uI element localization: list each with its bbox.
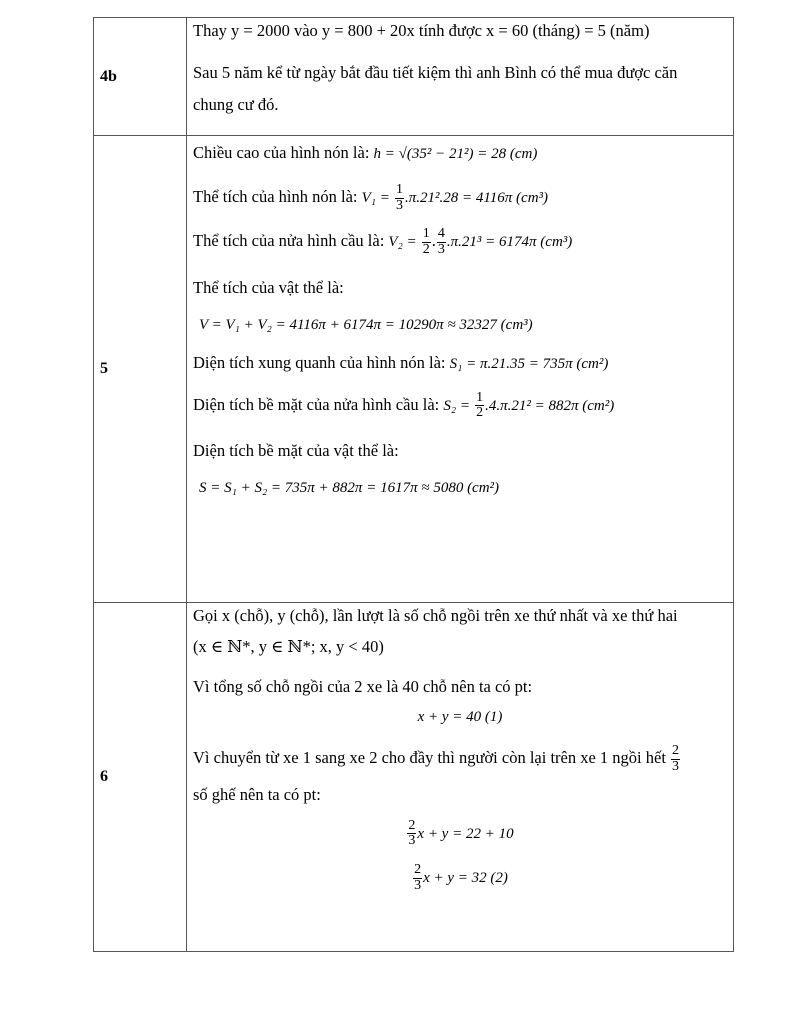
math-expression: h = √(35² − 21²) = 28 (cm) bbox=[373, 146, 538, 162]
text-line: số ghế nên ta có pt: bbox=[193, 784, 321, 804]
fraction: $\frac{2}{3}$ bbox=[408, 817, 416, 849]
row-content-6 bbox=[187, 603, 734, 952]
text-line: Diện tích bề mặt của vật thể là: bbox=[193, 440, 399, 460]
math-expression: S₁ = π.21.35 = 735π (cm²) bbox=[449, 355, 609, 372]
fraction: $\frac{2}{3}$ bbox=[672, 743, 680, 775]
text-line: Vì chuyển từ xe 1 sang xe 2 cho đầy thì người còn lại trên xe 1 ngồi hết bbox=[193, 748, 666, 768]
solution-table bbox=[93, 17, 734, 952]
cone-height-line bbox=[193, 143, 727, 163]
fraction: $\frac{1}{2}$ bbox=[476, 389, 484, 421]
math-expression: S₂ = bbox=[443, 397, 470, 414]
fraction: $\frac{1}{2}$ bbox=[422, 226, 430, 258]
math-expression: .4.π.21² = 882π (cm²) bbox=[485, 397, 615, 414]
equation-1: x + y = 40 (1) bbox=[417, 709, 503, 726]
text-line: Thay y = 2000 vào y = 800 + 20x tính được x = 60 (tháng) = 5 (năm) bbox=[193, 21, 650, 40]
row-label-4b: 4b bbox=[94, 18, 187, 136]
table-row bbox=[94, 136, 734, 603]
text-prefix: Chiều cao của hình nón là: bbox=[193, 143, 374, 162]
cone-lateral-area-line bbox=[193, 353, 727, 373]
fraction: $\frac{4}{3}$ bbox=[437, 226, 445, 258]
equation-2 bbox=[193, 863, 727, 893]
row-content-5 bbox=[187, 136, 734, 603]
math-expression: .π.21³ = 6174π (cm³) bbox=[446, 234, 573, 251]
fraction: $\frac{1}{3}$ bbox=[396, 182, 403, 213]
text-prefix: Thể tích của hình nón là: bbox=[193, 186, 362, 206]
row-label-5: 5 bbox=[94, 136, 187, 603]
table-row bbox=[94, 603, 734, 952]
math-expression: V = V₁ + V₂ = 4116π + 6174π = 10290π ≈ 32327 (cm³) bbox=[199, 316, 533, 333]
text-prefix: Diện tích xung quanh của hình nón là: bbox=[193, 352, 450, 372]
math-expression: S = S₁ + S₂ = 735π + 882π = 1617π ≈ 5080 (cm²) bbox=[199, 479, 500, 496]
hemisphere-area-line bbox=[193, 391, 727, 421]
hemisphere-volume-line: Thể tích của nửa hình cầu là: V₂ = $\frac{1}{2}$ . $\frac{4}{3}$ .π.21³ = 6174π (cm³) bbox=[193, 226, 573, 258]
fraction: $\frac{2}{3}$ bbox=[414, 861, 422, 893]
math-expression: x + y = 22 + 10 bbox=[417, 825, 514, 842]
math-expression: x + y = 32 (2) bbox=[423, 869, 508, 886]
text-line: Gọi x (chỗ), y (chỗ), lần lượt là số chỗ ngồi trên xe thứ nhất và xe thứ hai bbox=[193, 606, 678, 625]
condition-line bbox=[193, 744, 727, 774]
text-line: Thể tích của vật thể là: bbox=[193, 277, 344, 297]
math-expression: V₂ = bbox=[388, 234, 417, 251]
table-row bbox=[94, 18, 734, 136]
text-prefix: Thể tích của nửa hình cầu là: bbox=[193, 231, 389, 251]
cone-volume-line bbox=[193, 183, 727, 213]
row-label-6: 6 bbox=[94, 603, 187, 952]
math-expression: .π.21².28 = 4116π (cm³) bbox=[405, 189, 549, 206]
text-line: Sau 5 năm kể từ ngày bắt đầu tiết kiệm thì anh Bình có thể mua được căn bbox=[193, 62, 678, 82]
text-line: Vì tổng số chỗ ngồi của 2 xe là 40 chỗ nên ta có pt: bbox=[193, 676, 533, 696]
text-line: chung cư đó. bbox=[193, 94, 279, 114]
text-prefix: Diện tích bề mặt của nửa hình cầu là: bbox=[193, 394, 444, 414]
text-line: (x ∈ ℕ*, y ∈ ℕ*; x, y < 40) bbox=[193, 636, 384, 656]
row-content-4b bbox=[187, 18, 734, 136]
math-expression: V₁ = bbox=[361, 189, 390, 206]
equation-2a bbox=[193, 819, 727, 849]
